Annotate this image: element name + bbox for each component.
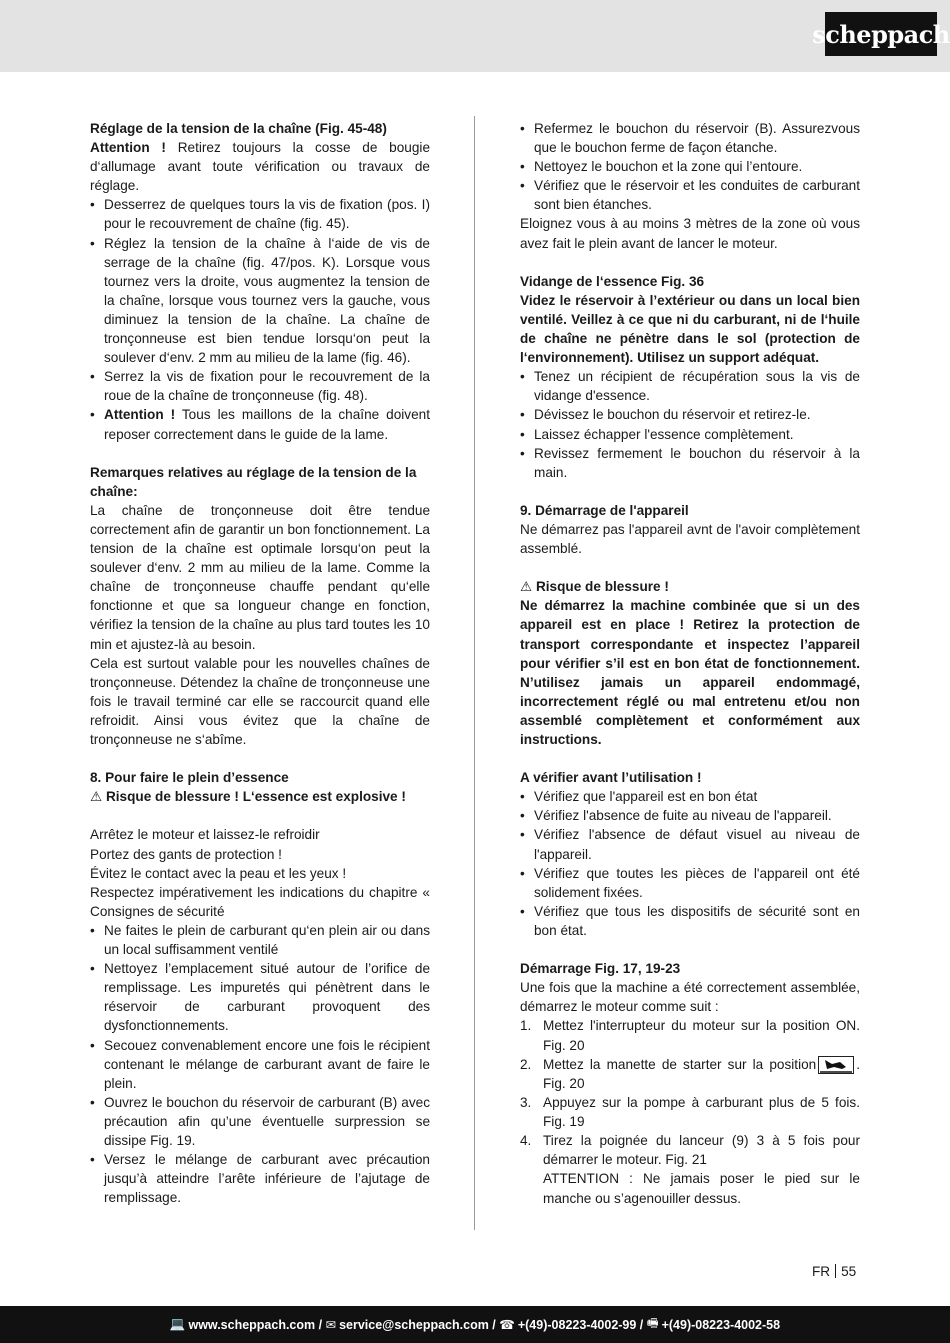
list-item: • Nettoyez le bouchon et la zone qui l’entoure. xyxy=(520,157,860,176)
scheppach-logo[interactable]: scheppach xyxy=(825,12,937,56)
step-number: 2. xyxy=(520,1056,532,1072)
step-text: Appuyez sur la pompe à carburant plus de 5 fois. Fig. 19 xyxy=(543,1095,860,1130)
step-text: Mettez la manette de starter sur la position xyxy=(543,1056,817,1072)
footer-contact-bar xyxy=(0,1306,950,1343)
page-language: FR xyxy=(812,1264,831,1279)
left-column xyxy=(90,119,430,1207)
refuel-line: Portez des gants de protection ! xyxy=(90,846,282,862)
step-item xyxy=(520,1016,860,1054)
warning-triangle-icon: ⚠ xyxy=(520,579,533,595)
list-item: • Vérifiez l'absence de fuite au niveau de l'appareil. xyxy=(520,806,860,825)
list-item: • Tenez un récipient de récupération sous la vis de vidange d'essence. xyxy=(520,367,860,405)
refuel-continued-list xyxy=(520,119,860,214)
refuel-paragraph: Respectez impérativement les indications du chapitre « Consignes de sécurité xyxy=(90,884,430,919)
startup-steps xyxy=(520,1016,860,1207)
start-warning-title: ⚠ Risque de blessure ! xyxy=(520,579,669,595)
list-item: • Nettoyez l’emplacement situé autour de l’orifice de remplissage. Les impuretés qui pénètrent dans le réservoir de carburant provoquent des dysfonctionnements. xyxy=(90,959,430,1035)
list-item: • Vérifiez que tous les dispositifs de sécurité sont en bon état. xyxy=(520,902,860,940)
step-text: . Fig. 20 xyxy=(543,1056,860,1091)
attention-text: Retirez toujours la cosse de bougie d‘allumage avant toute vérification ou travaux de réglage. xyxy=(90,140,430,194)
refuel-list xyxy=(90,921,430,1207)
section-title-remarks: Remarques relatives au réglage de la tension de la chaîne: xyxy=(90,464,417,499)
list-item: • Versez le mélange de carburant avec précaution jusqu’à atteindre l’arête inférieure de l’ajutage de remplissage. xyxy=(90,1150,430,1207)
section-title-refuel: 8. Pour faire le plein d’essence xyxy=(90,770,289,786)
envelope-icon: ✉ xyxy=(325,1318,337,1332)
list-item: • Ne faites le plein de carburant qu‘en plein air ou dans un local suffisamment ventilé xyxy=(90,921,430,959)
step-item xyxy=(520,1055,860,1094)
drain-bold-paragraph: Videz le réservoir à l’extérieur ou dans un local bien ventilé. Veillez à ce que ni du carburant, ni de l‘huile de chaîne ne pénètre dans le sol (protection de l‘environnement). Utilisez un support adéquat. xyxy=(520,292,860,366)
list-item: • Réglez la tension de la chaîne à l‘aide de vis de serrage de la chaîne (fig. 47/pos. K). Lorsque vous tournez vers la droite, vous augmentez la tension de la chaîne, lorsque vous tournez vers la gauche, vous diminuez la tension de la chaîne. La chaîne de tronçonneuse est bien tendue lorsqu‘on peut la soulever d‘env. 2 mm au milieu de la lame (fig. 46). xyxy=(90,234,430,368)
list-item xyxy=(90,405,430,443)
section-title-start: 9. Démarrage de l'appareil xyxy=(520,502,689,518)
list-item: • Laissez échapper l'essence complètement. xyxy=(520,425,860,444)
section-title-startup: Démarrage Fig. 17, 19-23 xyxy=(520,961,681,977)
list-item: • Vérifiez que l'appareil est en bon état xyxy=(520,787,860,806)
choke-icon xyxy=(818,1056,854,1074)
chain-tension-list xyxy=(90,195,430,443)
attention-paragraph xyxy=(90,138,430,195)
startup-intro: Une fois que la machine a été correctement assemblée, démarrez le moteur comme suit : xyxy=(520,980,860,1015)
attention-label: Attention ! xyxy=(104,407,176,423)
list-item: • Ouvrez le bouchon du réservoir de carburant (B) avec précaution afin qu’une éventuelle surpression se dissipe Fig. 19. xyxy=(90,1093,430,1150)
refuel-line: Évitez le contact avec la peau et les yeux ! xyxy=(90,865,347,881)
step-number: 3. xyxy=(520,1095,532,1111)
fax-icon: 🖷 xyxy=(646,1316,659,1330)
drain-list xyxy=(520,367,860,482)
step-text: Mettez l'interrupteur du moteur sur la position ON. Fig. 20 xyxy=(543,1018,860,1053)
fax-number[interactable]: +(49)-08223-4002-58 xyxy=(661,1317,781,1332)
list-item: • Serrez la vis de fixation pour le recouvrement de la roue de la chaîne de tronçonneuse (fig. 48). xyxy=(90,367,430,405)
page-number xyxy=(812,1264,856,1279)
step-number: 1. xyxy=(520,1018,532,1034)
right-column xyxy=(520,119,860,1208)
phone-number[interactable]: +(49)-08223-4002-99 / xyxy=(517,1317,644,1332)
computer-icon: 💻 xyxy=(169,1317,186,1331)
remarks-paragraph: Cela est surtout valable pour les nouvelles chaînes de tronçonneuse. Détendez la chaîne de tronçonneuse une fois le travail terminé car elle se raccourcit quand elle refroidit. Ainsi vous évitez que la chaîne de tronçonneuse ne s‘abîme. xyxy=(90,655,430,747)
section-title-check: A vérifier avant l’utilisation ! xyxy=(520,770,702,786)
page-number-separator xyxy=(835,1264,836,1278)
start-paragraph: Ne démarrez pas l'appareil avnt de l'avoir complètement assemblé. xyxy=(520,521,860,557)
list-item: • Dévissez le bouchon du réservoir et retirez-le. xyxy=(520,405,860,424)
step-text: Tirez la poignée du lanceur (9) 3 à 5 fois pour démarrer le moteur. Fig. 21 xyxy=(543,1133,860,1168)
refuel-line: Arrêtez le moteur et laissez-le refroidir xyxy=(90,827,320,843)
section-title-drain: Vidange de l‘essence Fig. 36 xyxy=(520,273,705,289)
list-item-text: Tous les maillons de la chaîne doivent reposer correctement dans le guide de la lame. xyxy=(104,407,431,442)
remarks-paragraph: La chaîne de tronçonneuse doit être tendue correctement afin de garantir un bon fonctionnement. La tension de la chaîne est optimale lorsqu‘on peut la soulever d‘env. 2 mm au milieu de la lame. Comme la chaîne de tronçonneuse chauffe pendant qu‘elle fonctionne et que sa longueur change en fonction, vérifiez la tension de la chaîne au plus tard toutes les 10 min et ajustez-là au besoin. xyxy=(90,502,430,652)
header-band xyxy=(0,0,950,72)
phone-icon: ☎ xyxy=(499,1318,515,1332)
step-item xyxy=(520,1093,860,1131)
list-item: • Secouez convenablement encore une fois le récipient contenant le mélange de carburant avant de faire le plein. xyxy=(90,1036,430,1093)
refuel-warning: ⚠ Risque de blessure ! L‘essence est explosive ! xyxy=(90,789,406,805)
warning-triangle-icon: ⚠ xyxy=(90,789,103,805)
start-warning-text: Ne démarrez la machine combinée que si un des appareil est en place ! Retirez la protection de transport correspondante et inspectez l’appareil pour vérifier s’il est en bon état de fonctionnement. N’utilisez jamais un appareil endommagé, incorrectement réglé ou mal entretenu et/ou non assemblé complètement et conformément aux instructions. xyxy=(520,598,860,747)
list-item: • Revissez fermement le bouchon du réservoir à la main. xyxy=(520,444,860,482)
step-item xyxy=(520,1131,860,1207)
list-item: • Vérifiez que le réservoir et les conduites de carburant sont bien étanches. xyxy=(520,176,860,214)
list-item: • Refermez le bouchon du réservoir (B). Assurezvous que le bouchon ferme de façon étanche. xyxy=(520,119,860,157)
step-attention-text: ATTENTION : Ne jamais poser le pied sur le manche ou s’agenouiller dessus. xyxy=(543,1171,860,1206)
step-number: 4. xyxy=(520,1133,532,1149)
attention-label: Attention ! xyxy=(90,140,166,156)
email-link[interactable]: service@scheppach.com / xyxy=(339,1317,496,1332)
list-item: • Vérifiez que toutes les pièces de l'appareil ont été solidement fixées. xyxy=(520,864,860,902)
page-number-value: 55 xyxy=(841,1264,857,1279)
check-list xyxy=(520,787,860,940)
list-item: • Vérifiez l'absence de défaut visuel au niveau de l'appareil. xyxy=(520,825,860,863)
website-link[interactable]: www.scheppach.com / xyxy=(188,1317,323,1332)
list-item: • Desserrez de quelques tours la vis de fixation (pos. I) pour le recouvrement de chaîne (fig. 45). xyxy=(90,195,430,233)
column-divider xyxy=(474,116,475,1230)
refuel-distance-paragraph: Eloignez vous à au moins 3 mètres de la zone où vous avez fait le plein avant de lancer le moteur. xyxy=(520,216,860,251)
section-title-chain-tension: Réglage de la tension de la chaîne (Fig. 45-48) xyxy=(90,121,387,136)
